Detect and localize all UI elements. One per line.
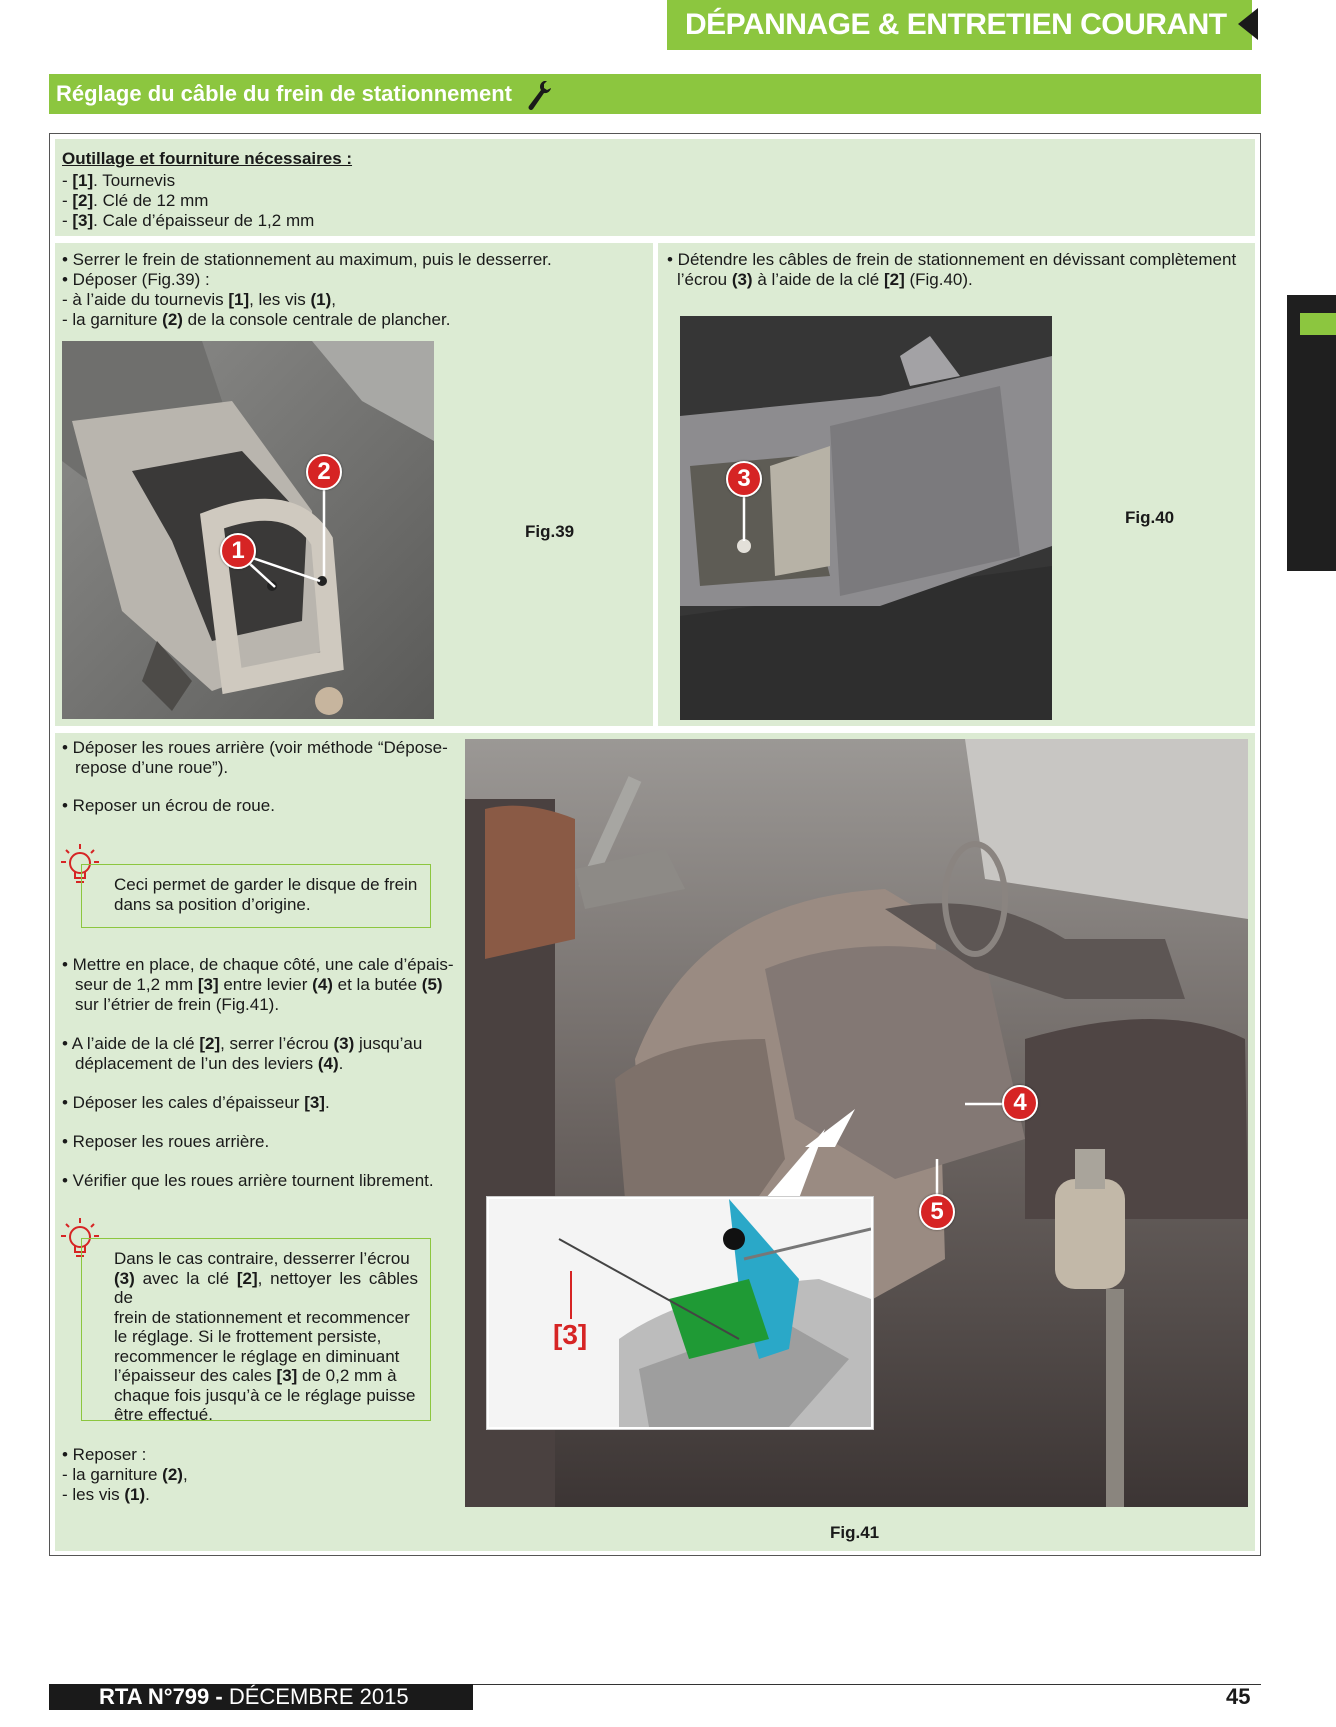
step-panel-fig39 bbox=[55, 243, 653, 726]
inset-shim-label: [3] bbox=[553, 1319, 588, 1350]
step3-text: • Déposer les roues arrière (voir méthode “Dépose- repose d’une roue”). • Reposer un écrou de roue. bbox=[62, 738, 448, 815]
photo-fig40-mechanism bbox=[680, 316, 1052, 720]
fig39-caption: Fig.39 bbox=[525, 522, 575, 541]
tool-item: - [1]. Tournevis bbox=[62, 171, 176, 190]
side-tab-accent bbox=[1300, 313, 1336, 335]
tools-panel bbox=[55, 139, 1255, 236]
wrench-icon bbox=[526, 79, 552, 111]
fig41-caption: Fig.41 bbox=[830, 1523, 880, 1542]
photo-fig39-console bbox=[62, 341, 434, 719]
tool-item: - [3]. Cale d’épaisseur de 1,2 mm bbox=[62, 211, 315, 230]
tools-title: Outillage et fourniture nécessaires : bbox=[62, 149, 353, 168]
page-number: 45 bbox=[1226, 1684, 1251, 1709]
step4-text: • Mettre en place, de chaque côté, une cale d’épais- seur de 1,2 mm [3] entre levier (4) et la butée (5) sur l’étrier de frein (Fig.41). • A l’aide de la clé [2], serrer l’écrou (3) jusqu’au déplacement de l’un des leviers (4). • Déposer les cales d’épaisseur [3]. • Reposer les roues arrière. • Vérifier que les roues arrière tournent librement. bbox=[62, 955, 454, 1190]
chapter-banner bbox=[667, 0, 1252, 50]
chapter-arrow-icon bbox=[1238, 8, 1258, 40]
step1-text: • Serrer le frein de stationnement au maximum, puis le desserrer. • Déposer (Fig.39) : - à l’aide du tournevis [1], les vis (1), - la garniture (2) de la console centrale de plancher. bbox=[62, 250, 552, 329]
footer-rule bbox=[473, 1684, 1261, 1685]
step-panel-fig41 bbox=[55, 733, 1255, 1551]
marker-lever-4: 4 bbox=[1002, 1085, 1038, 1121]
footer-date: DÉCEMBRE 2015 bbox=[228, 1684, 409, 1709]
section-title: Réglage du câble du frein de stationnement bbox=[56, 81, 512, 106]
tip-note-2: Dans le cas contraire, desserrer l’écrou (3) avec la clé [2], nettoyer les câbles de frein de stationnement et recommencer le réglage. Si le frottement persiste, recommencer le réglage en diminuant l’épaisseur des cales [3] de 0,2 mm à chaque fois jusqu’à ce le réglage puisse être effectué. bbox=[81, 1238, 431, 1421]
footer-issue: RTA N°799 - bbox=[99, 1684, 229, 1709]
marker-nut-3: 3 bbox=[726, 461, 762, 497]
step5-text: • Reposer : - la garniture (2), - les vis (1). bbox=[62, 1445, 188, 1504]
marker-stop-5: 5 bbox=[919, 1194, 955, 1230]
marker-screw-1: 1 bbox=[220, 533, 256, 569]
side-chapter-tab bbox=[1287, 295, 1336, 571]
marker-trim-2: 2 bbox=[306, 454, 342, 490]
step2-text: • Détendre les câbles de frein de stationnement en dévissant complètement l’écrou (3) à l’aide de la clé [2] (Fig.40). bbox=[667, 250, 1237, 289]
inset-lever-drawing bbox=[487, 1197, 873, 1429]
footer-issue-bar bbox=[49, 1684, 473, 1710]
tool-item: - [2]. Clé de 12 mm bbox=[62, 191, 209, 210]
tip-note-1: Ceci permet de garder le disque de frein dans sa position d’origine. bbox=[81, 864, 431, 928]
photo-fig41-brake-caliper bbox=[465, 739, 1248, 1507]
fig40-caption: Fig.40 bbox=[1125, 508, 1175, 527]
chapter-title: DÉPANNAGE & ENTRETIEN COURANT bbox=[685, 8, 1227, 41]
step-panel-fig40 bbox=[658, 243, 1255, 726]
section-title-bar bbox=[49, 74, 1261, 114]
